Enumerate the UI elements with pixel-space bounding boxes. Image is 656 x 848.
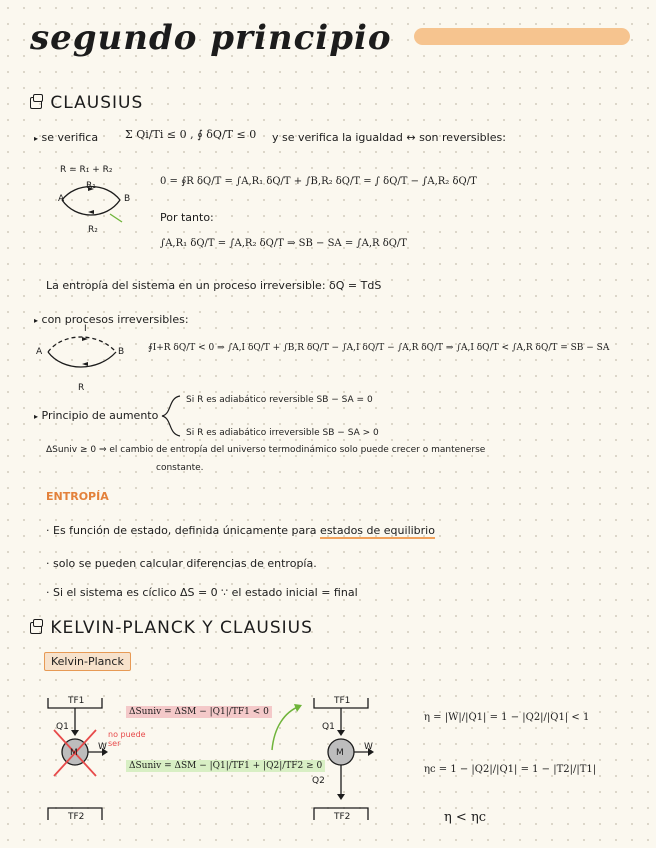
entropia-item-3-text: Si el sistema es cíclico ΔS = 0 ∵ el estado inicial = final <box>53 586 358 599</box>
page-title: segundo principio <box>30 18 392 58</box>
entropia-item-1b: estados de equilibrio <box>320 524 435 537</box>
r-bar-label <box>78 383 84 393</box>
clausius-heading-text: CLAUSIUS <box>50 93 144 113</box>
point-a2-label: A <box>36 347 43 357</box>
w-left: W <box>98 742 107 752</box>
equation-3: ∮I+R δQ/T < 0 ⇒ ∫A,I δQ/T + ∫B,R δQ/T − ∫A,I δQ/T − ∫A,R δQ/T ⇒ ∫A,I δQ/T < ∫A,R δQ/T = SB − SA <box>148 343 610 353</box>
igualdad-text: y se verifica la igualdad ↔ son reversibles: <box>272 131 506 144</box>
q2-right: Q2 <box>312 776 325 786</box>
caso-2: Si R es adiabático irreversible SB − SA > 0 <box>186 428 379 438</box>
w-right: W <box>364 742 373 752</box>
engine-diagram-right <box>306 694 396 824</box>
equation-kp-b: ΔSuniv = ΔSM − |Q1|/TF1 + |Q2|/TF2 ≥ 0 <box>126 760 325 772</box>
bullet-icon: ▸ <box>34 412 39 421</box>
bullet-dot-icon: · <box>46 557 50 570</box>
entropia-item-1 <box>46 524 435 537</box>
entropia-item-2 <box>46 557 317 570</box>
entropia-sistema-text: La entropía del sistema en un proceso irreversible: δQ = TdS <box>46 279 382 292</box>
entropia-item-2-text: solo se pueden calcular diferencias de entropía. <box>53 557 317 570</box>
sum-formula: Σ Qi/Ti ≤ 0 , ∮ δQ/T ≤ 0 <box>125 128 257 141</box>
r-sum-label: R = R₁ + R₂ <box>60 165 113 175</box>
clausius-heading <box>30 93 143 113</box>
entropia-item-3 <box>46 586 358 599</box>
entropia-heading: ENTROPÍA <box>46 490 109 503</box>
con-procesos-text: con procesos irreversibles: <box>41 313 189 326</box>
point-a-label: A <box>58 194 65 204</box>
eta-formula: η = |W|/|Q1| = 1 − |Q2|/|Q1| < 1 <box>424 712 590 723</box>
se-verifica-text: se verifica <box>41 131 99 144</box>
eta-inequality: η < ηc <box>444 810 487 825</box>
point-b2-label: B <box>118 347 125 357</box>
q1-right: Q1 <box>322 722 335 732</box>
tf2-left: TF2 <box>68 812 85 822</box>
q1-left: Q1 <box>56 722 69 732</box>
checkbox-icon <box>30 622 42 634</box>
tf1-right: TF1 <box>334 696 351 706</box>
principio-aumento-text: Principio de aumento <box>41 409 159 422</box>
r2-label: R₂ <box>88 225 98 235</box>
kp-heading <box>30 618 313 638</box>
cycle-diagram-1 <box>56 178 136 232</box>
m-right: M <box>336 748 344 758</box>
r1-label: R₁ <box>86 181 96 191</box>
green-arrow-icon <box>268 702 304 754</box>
equation-2: ∫A,R₁ δQ/T = ∫A,R₂ δQ/T ⇒ SB − SA = ∫A,R δQ/T <box>160 238 407 249</box>
equation-1: 0 = ∮R δQ/T = ∫A,R₁ δQ/T + ∫B,R₂ δQ/T = ∫ δQ/T − ∫A,R₂ δQ/T <box>160 176 477 187</box>
m-left: M <box>70 748 78 758</box>
bullet-icon: ▸ <box>34 134 39 143</box>
caso-1: Si R es adiabático reversible SB − SA = 0 <box>186 395 373 405</box>
eta-c-formula: ηc = 1 − |Q2|/|Q1| = 1 − |T2|/|T1| <box>424 764 597 775</box>
point-b-label: B <box>124 194 131 204</box>
no-puede-ser-note: no puede ser <box>108 730 146 748</box>
tf1-left: TF1 <box>68 696 85 706</box>
kp-heading-text: KELVIN-PLANCK Y CLAUSIUS <box>50 618 313 638</box>
por-tanto-text: Por tanto: <box>160 211 214 224</box>
delta-univ-text: ΔSuniv ≥ 0 ⇒ el cambio de entropía del universo termodinámico solo puede crecer o mantenerse <box>46 445 486 455</box>
constante-text: constante. <box>156 463 204 473</box>
se-verifica-line <box>34 131 98 144</box>
equation-kp-a: ΔSuniv = ΔSM − |Q1|/TF1 < 0 <box>126 706 272 718</box>
cycle-diagram-2 <box>38 328 128 384</box>
entropia-item-1a: Es función de estado, definida únicamente para <box>53 524 317 537</box>
brace-icon <box>160 394 184 438</box>
bullet-dot-icon: · <box>46 586 50 599</box>
i-label: I <box>84 324 87 334</box>
title-highlight <box>414 28 630 45</box>
con-procesos-line <box>34 313 189 326</box>
tf2-right: TF2 <box>334 812 351 822</box>
bullet-dot-icon: · <box>46 524 50 537</box>
principio-aumento-line <box>34 409 158 422</box>
r-bar-text: R <box>78 383 85 393</box>
bullet-icon: ▸ <box>34 316 39 325</box>
engine-diagram-left <box>40 694 130 824</box>
checkbox-icon <box>30 97 42 109</box>
kelvin-planck-box: Kelvin-Planck <box>44 652 131 671</box>
